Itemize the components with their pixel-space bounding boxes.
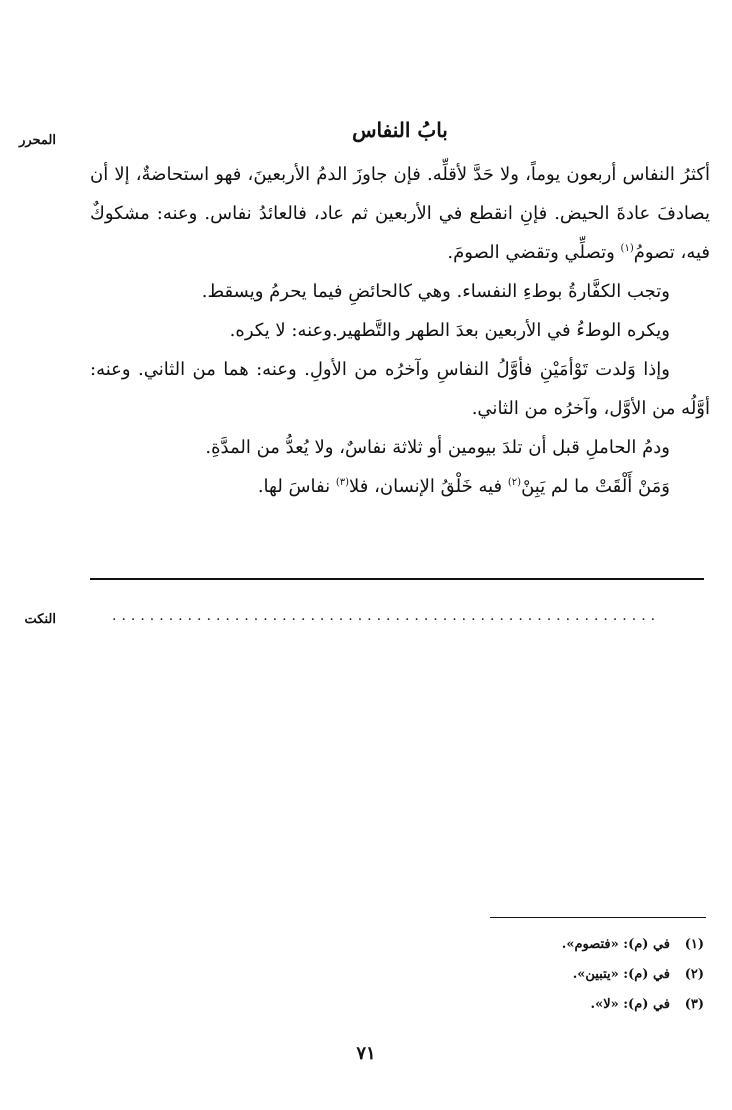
paragraph [90, 467, 710, 506]
footnote-divider [490, 917, 706, 918]
paragraph: ويكره الوطءُ في الأربعين بعدَ الطهر والتَّطهير.وعنه: لا يكره. [229, 320, 670, 341]
footnote-marker: (٢) [507, 477, 522, 488]
margin-label-nukat: النكت [24, 612, 56, 627]
paragraph [90, 155, 710, 272]
footnote-number: (٢) [684, 967, 704, 982]
paragraph: ودمُ الحاملِ قبل أن تلدَ بيومين أو ثلاثة نفاسٌ، ولا يُعدُّ من المدَّةِ. [205, 437, 670, 458]
footnote-number: (١) [684, 937, 704, 952]
section-divider [90, 578, 704, 580]
paragraph-text: فيه خَلْقُ الإنسان، فلا [349, 476, 503, 497]
footnote-item [444, 930, 704, 960]
paragraph-text: أكثرُ النفاس أربعون يوماً، ولا حَدَّ لأقلِّه. فإن جاوزَ الدمُ الأربعينَ، فهو استحاضةٌ، إلا أن يصادفَ عادةَ الحيض. فإنِ انقطع في الأربعين ثم عاد، فالعائدُ نفاس. وعنه: مشكوكٌ فيه، تصومُ [90, 164, 710, 263]
paragraph: وإذا وَلدت تَوْأمَيْنِ فأوَّلُ النفاسِ وآخرُه من الأولِ. وعنه: هما من الثاني. وعنه: أوَّلُه من الأوَّل، وآخرُه من الثاني. [90, 359, 710, 419]
footnote-marker: (١) [620, 243, 634, 254]
footnote-item [444, 990, 704, 1020]
page-number: ٧١ [356, 1043, 376, 1064]
paragraph-text: نفاسَ لها. [257, 476, 331, 497]
footnote-text: في (م): «لا». [590, 997, 670, 1012]
margin-label-muharrar: المحرر [19, 133, 56, 148]
paragraph-text: وَمَنْ أَلْقَتْ ما لم يَبِنْ [521, 476, 670, 497]
paragraph-text: وتصلِّي وتقضي الصومَ. [447, 242, 615, 263]
footnote-marker: (٣) [335, 477, 350, 488]
footnote-text: في (م): «يتبين». [572, 967, 670, 982]
footnote-item [444, 960, 704, 990]
footnote-text: في (م): «فتصوم». [561, 937, 670, 952]
paragraph: وتجب الكفَّارةُ بوطءِ النفساء. وهي كالحائضِ فيما يحرمُ ويسقط. [201, 281, 670, 302]
dotted-placeholder-line: .......................................................... [112, 608, 661, 624]
footnotes [444, 930, 704, 1020]
main-text [90, 155, 710, 506]
footnote-number: (٣) [684, 997, 704, 1012]
chapter-title: بابُ النفاس [352, 118, 448, 142]
